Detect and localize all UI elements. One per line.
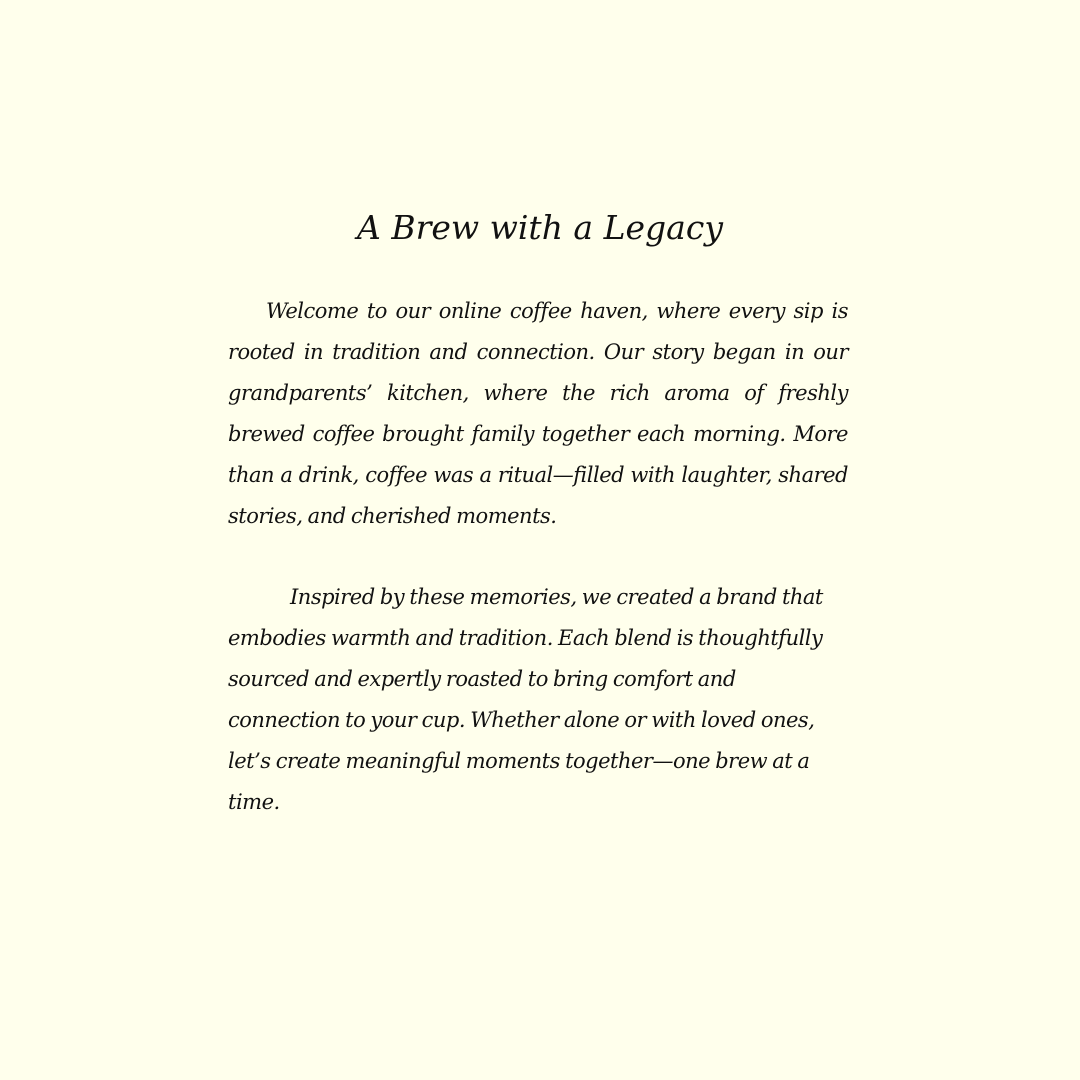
paragraph-story-intro: Welcome to our online coffee haven, where every sip is rooted in tradition and connection. Our story began in our grandparents’ kitchen, where the rich aroma of freshly brewed coffee brought family together each morning. More than a drink, coffee was a ritual—filled with laughter, shared stories, and cherished moments. [228,299,848,528]
paragraph-brand-inspiration: Inspired by these memories, we created a brand that embodies warmth and tradition. Each blend is thoughtfully sourced and expertly roasted to bring comfort and connection to your cup. Whether alone or with loved ones, let’s create meaningful moments together—one brew at a time. [228,585,823,814]
page-title: A Brew with a Legacy [357,208,723,247]
